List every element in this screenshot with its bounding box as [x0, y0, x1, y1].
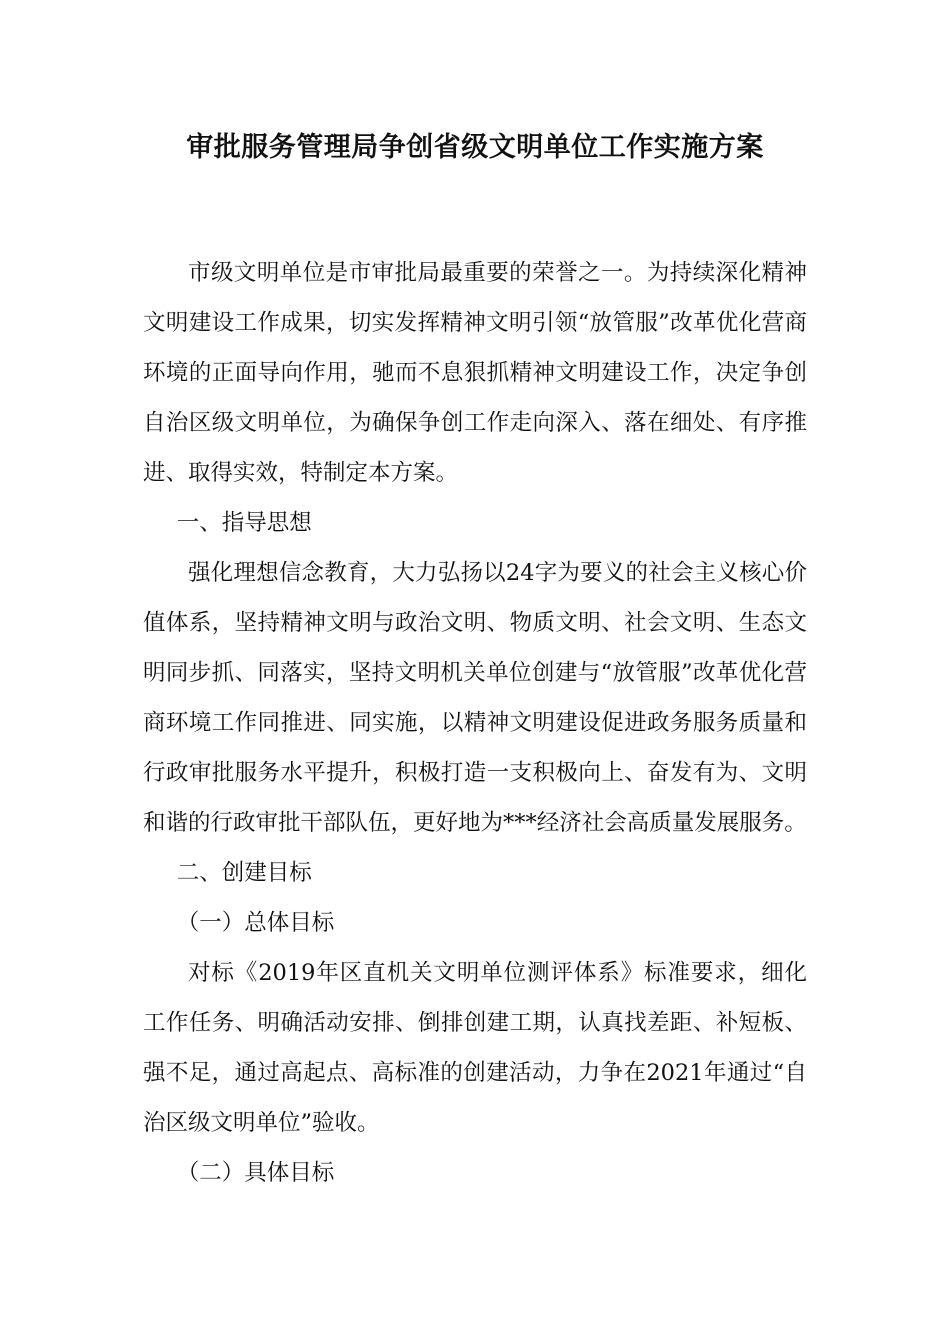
- intro-paragraph: 市级文明单位是市审批局最重要的荣誉之一。为持续深化精神文明建设工作成果，切实发挥精神文明引领“放管服”改革优化营商环境的正面导向作用，驰而不息狠抓精神文明建设工作，决定争创自治区级文明单位，为确保争创工作走向深入、落在细处、有序推进、取得实效，特制定本方案。: [143, 260, 807, 486]
- guiding-ideology-paragraph: 强化理想信念教育，大力弘扬以24字为要义的社会主义核心价值体系，坚持精神文明与政治文明、物质文明、社会文明、生态文明同步抓、同落实，坚持文明机关单位创建与“放管服”改革优化营商环境工作同推进、同实施，以精神文明建设促进政务服务质量和行政审批服务水平提升，积极打造一支积极向上、奋发有为、文明和谐的行政审批干部队伍，更好地为***经济社会高质量发展服务。: [143, 560, 807, 836]
- subheading-overall-goal: （一）总体目标: [176, 910, 335, 936]
- document-body: [143, 248, 807, 1198]
- overall-goal-paragraph: 对标《2019年区直机关文明单位测评体系》标准要求，细化工作任务、明确活动安排、倒排创建工期，认真找差距、补短板、强不足，通过高起点、高标准的创建活动，力争在2021年通过“自治区级文明单位”验收。: [143, 960, 807, 1136]
- section-heading-creation-goals: 二、创建目标: [176, 860, 312, 886]
- subheading-specific-goals: （二）具体目标: [176, 1160, 335, 1186]
- document-title: 审批服务管理局争创省级文明单位工作实施方案: [186, 132, 764, 163]
- section-heading-guiding-ideology: 一、指导思想: [176, 510, 312, 536]
